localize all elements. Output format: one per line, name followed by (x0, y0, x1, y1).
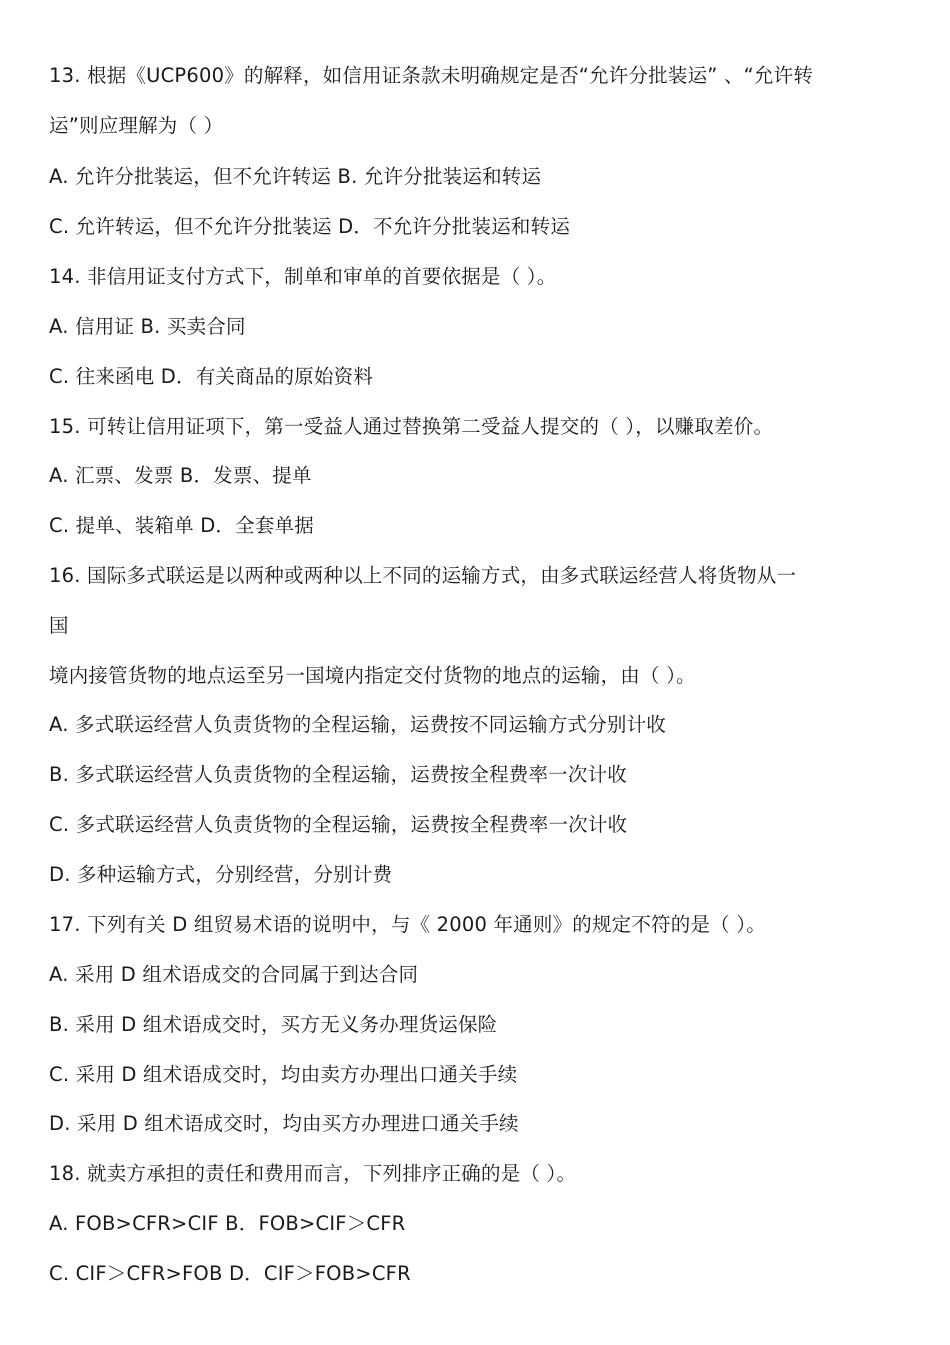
q13-options-cd: C. 允许转运，但不允许分批装运 D．不允许分批装运和转运 (49, 215, 571, 238)
q17-option-a: A. 采用 D 组术语成交的合同属于到达合同 (49, 963, 419, 986)
q16-option-a: A. 多式联运经营人负责货物的全程运输，运费按不同运输方式分别计收 (49, 713, 666, 736)
q16-option-c: C. 多式联运经营人负责货物的全程运输，运费按全程费率一次计收 (49, 813, 628, 836)
q16-option-b: B. 多式联运经营人负责货物的全程运输，运费按全程费率一次计收 (49, 763, 627, 786)
q17-option-c: C. 采用 D 组术语成交时，均由卖方办理出口通关手续 (49, 1063, 518, 1086)
q13-stem-line2: 运”则应理解为（ ） (49, 114, 224, 137)
q14-options-ab: A. 信用证 B. 买卖合同 (49, 315, 246, 338)
q16-option-d: D. 多种运输方式，分别经营，分别计费 (49, 863, 393, 886)
q17-option-d: D. 采用 D 组术语成交时，均由买方办理进口通关手续 (49, 1112, 519, 1135)
q15-stem: 15. 可转让信用证项下，第一受益人通过替换第二受益人提交的（ ），以赚取差价。 (49, 415, 774, 438)
q18-options-ab: A. FOB>CFR>CIF B．FOB>CIF＞CFR (49, 1212, 406, 1235)
q14-options-cd: C. 往来函电 D．有关商品的原始资料 (49, 365, 374, 388)
q15-options-ab: A. 汇票、发票 B．发票、提单 (49, 464, 312, 487)
q17-stem: 17. 下列有关 D 组贸易术语的说明中，与《 2000 年通则》的规定不符的是（ ）。 (49, 913, 766, 936)
q18-stem: 18. 就卖方承担的责任和费用而言，下列排序正确的是（ ）。 (49, 1162, 577, 1185)
q16-stem-line1: 16. 国际多式联运是以两种或两种以上不同的运输方式，由多式联运经营人将货物从一 (49, 564, 797, 587)
q16-stem-line2: 国 (49, 614, 69, 637)
q13-stem-line1: 13. 根据《UCP600》的解释，如信用证条款未明确规定是否“允许分批装运” 、“允许转 (49, 64, 814, 87)
q18-options-cd: C. CIF＞CFR>FOB D．CIF＞FOB>CFR (49, 1262, 411, 1285)
q14-stem: 14. 非信用证支付方式下，制单和审单的首要依据是（ ）。 (49, 265, 557, 288)
q15-options-cd: C. 提单、装箱单 D．全套单据 (49, 514, 314, 537)
q16-stem-line3: 境内接管货物的地点运至另一国境内指定交付货物的地点的运输，由（ ）。 (49, 664, 696, 687)
q17-option-b: B. 采用 D 组术语成交时，买方无义务办理货运保险 (49, 1013, 498, 1036)
q13-options-ab: A. 允许分批装运，但不允许转运 B. 允许分批装运和转运 (49, 165, 542, 188)
